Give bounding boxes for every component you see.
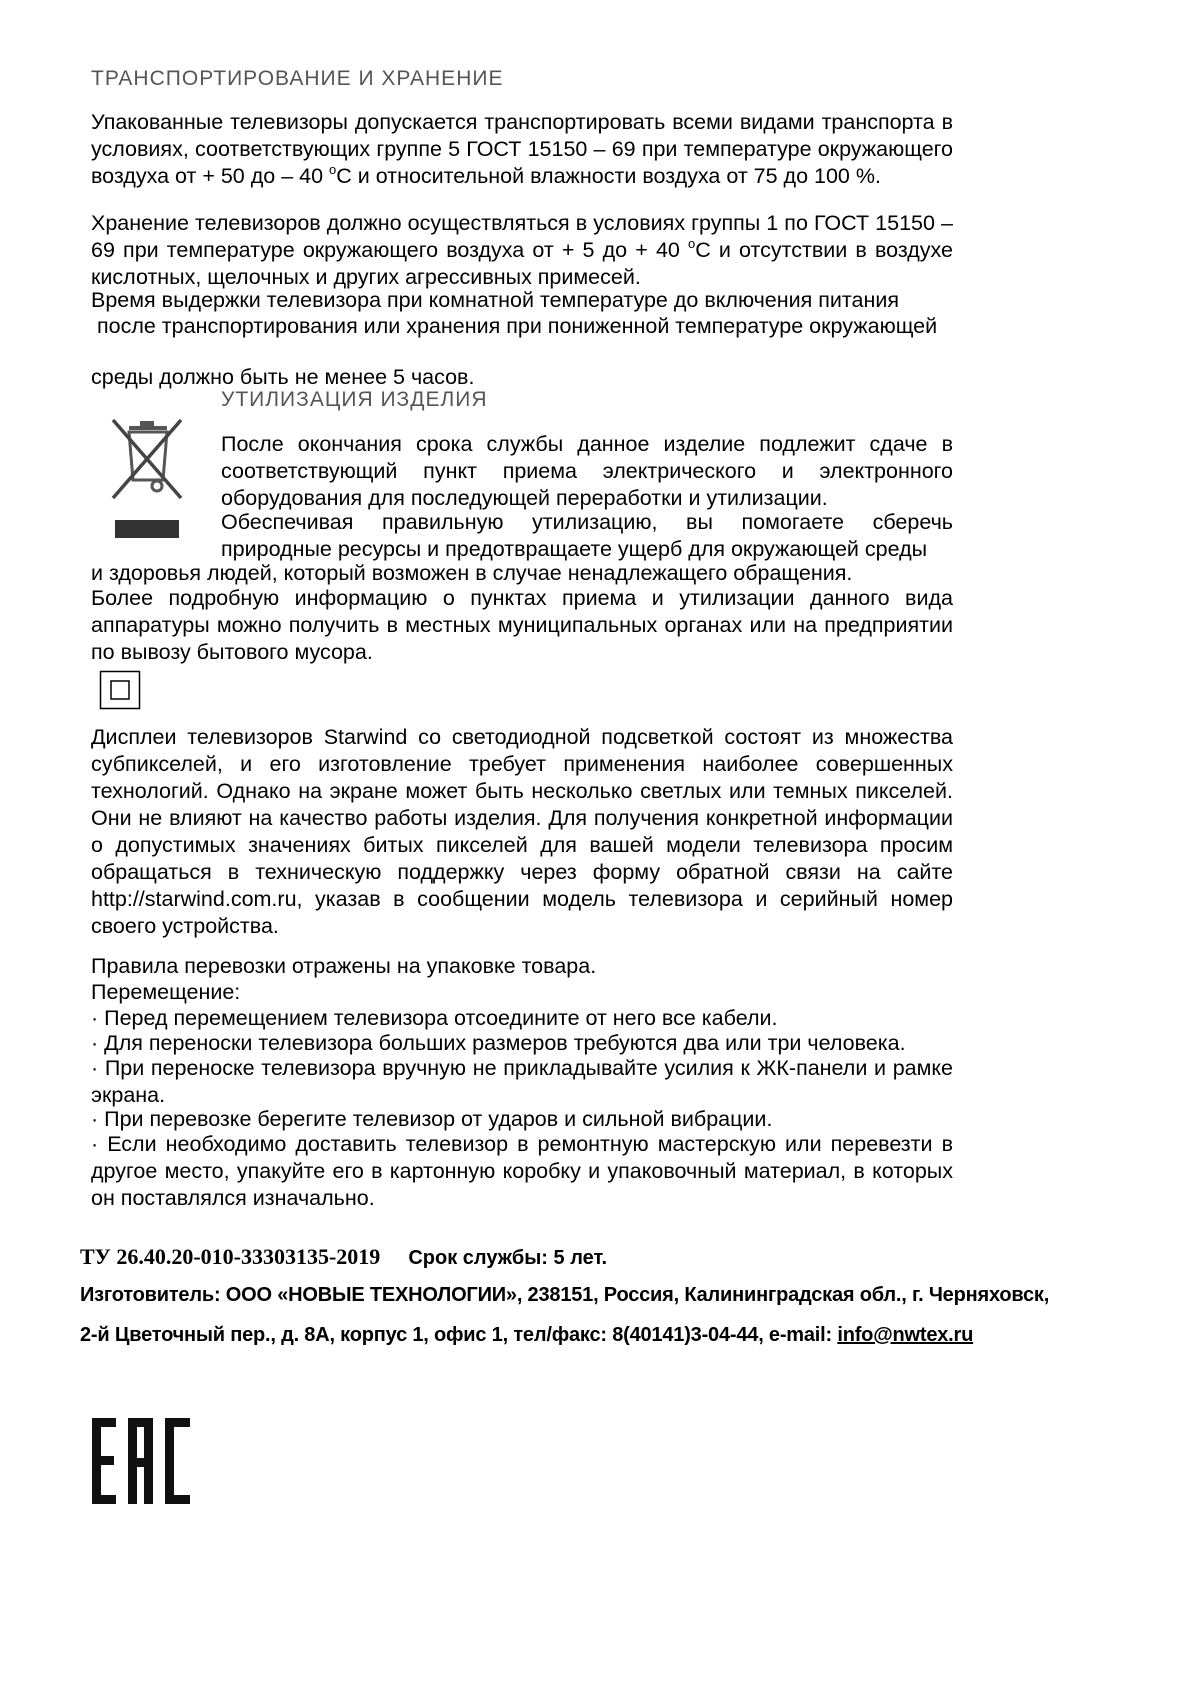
disposal-paragraph-2-line-1: Обеспечивая правильную утилизацию, вы помогаете сберечь природные ресурсы и предотвращаете ущерб для окружающей среды xyxy=(221,510,953,561)
tu-code: ТУ 26.40.20-010-33303135-2019 xyxy=(80,1244,381,1269)
moving-label: Перемещение: xyxy=(91,980,241,1004)
pixels-paragraph: Дисплеи телевизоров Starwind со светодиодной подсветкой состоят из множества субпикселей, и его изготовление требует применения наиболее совершенных технологий. Однако на экране может быть несколько светлых или темных пикселей. Они не влияют на качество работы изделия. Для получения конкретной информации о допустимых значениях битых пикселей для вашей модели телевизора просим обращаться в техническую поддержку через форму обратной связи на сайте http://starwind.com.ru, указав в сообщении модель телевизора и серийный номер своего устройства. xyxy=(91,725,953,938)
storage-paragraph-text-b: С и отсутствии в воздухе кислотных, щелочных и других агрессивных примесей. xyxy=(91,238,953,289)
warmup-line-3: среды должно быть не менее 5 часов. xyxy=(91,365,475,389)
double-insulation-icon xyxy=(99,670,141,710)
disposal-heading: УТИЛИЗАЦИЯ ИЗДЕЛИЯ xyxy=(221,388,488,411)
transport-paragraph-1-text-b: С и относительной влажности воздуха от 75 до 100 %. xyxy=(336,164,881,188)
service-life: Срок службы: 5 лет. xyxy=(408,1247,608,1269)
weee-crossed-bin-icon xyxy=(105,416,189,542)
warmup-line-1: Время выдержки телевизора при комнатной температуре до включения питания xyxy=(91,288,900,312)
tu-line xyxy=(80,1244,607,1270)
warmup-line-2: после транспортирования или хранения при пониженной температуре окружающей xyxy=(91,314,938,338)
address-line xyxy=(80,1324,973,1347)
degree-sign: о xyxy=(688,236,696,251)
storage-paragraph xyxy=(91,210,953,291)
disposal-paragraph-1: После окончания срока службы данное изделие подлежит сдаче в соответствующий пункт приема электрического и электронного оборудования для последующей переработки и утилизации. xyxy=(221,432,953,510)
moving-intro: Правила перевозки отражены на упаковке товара. xyxy=(91,954,597,978)
storage-paragraph-text-a: Хранение телевизоров должно осуществляться в условиях группы 1 по ГОСТ 15150 – 69 при температуре окружающего воздуха от + 5 до + 40 xyxy=(91,211,953,262)
disposal-paragraph-3: Более подробную информацию о пунктах приема и утилизации данного вида аппаратуры можно получить в местных муниципальных органах или на предприятии по вывозу бытового мусора. xyxy=(91,586,953,664)
transport-paragraph-1-text-a: Упакованные телевизоры допускается транспортировать всеми видами транспорта в условиях, соответствующих группе 5 ГОСТ 15150 – 69 при температуре окружающего воздуха от + 50 до – 40 xyxy=(91,110,953,188)
moving-item: · Если необходимо доставить телевизор в ремонтную мастерскую или перевезти в другое место, упакуйте его в картонную коробку и упаковочный материал, в которых он поставлялся изначально. xyxy=(91,1132,953,1210)
degree-sign: о xyxy=(329,162,337,177)
disposal-paragraph-2-line-2: и здоровья людей, который возможен в случае ненадлежащего обращения. xyxy=(91,561,853,585)
moving-item: · Для переноски телевизора больших размеров требуются два или три человека. xyxy=(91,1031,906,1055)
transport-paragraph-1 xyxy=(91,109,953,190)
email-link[interactable]: info@nwtex.ru xyxy=(837,1324,974,1346)
eac-mark-icon xyxy=(92,1418,190,1504)
moving-item: · При перевозке берегите телевизор от ударов и сильной вибрации. xyxy=(91,1107,773,1131)
transport-heading: ТРАНСПОРТИРОВАНИЕ И ХРАНЕНИЕ xyxy=(91,67,504,90)
address-text: 2-й Цветочный пер., д. 8А, корпус 1, офис 1, тел/факс: 8(40141)3-04-44, e-mail: xyxy=(80,1324,838,1346)
moving-item: · Перед перемещением телевизора отсоедините от него все кабели. xyxy=(91,1006,778,1030)
manufacturer-line: Изготовитель: ООО «НОВЫЕ ТЕХНОЛОГИИ», 238151, Россия, Калининградская обл., г. Черняховск, xyxy=(80,1284,1050,1306)
moving-item: · При переноске телевизора вручную не прикладывайте усилия к ЖК-панели и рамке экрана. xyxy=(91,1056,953,1107)
